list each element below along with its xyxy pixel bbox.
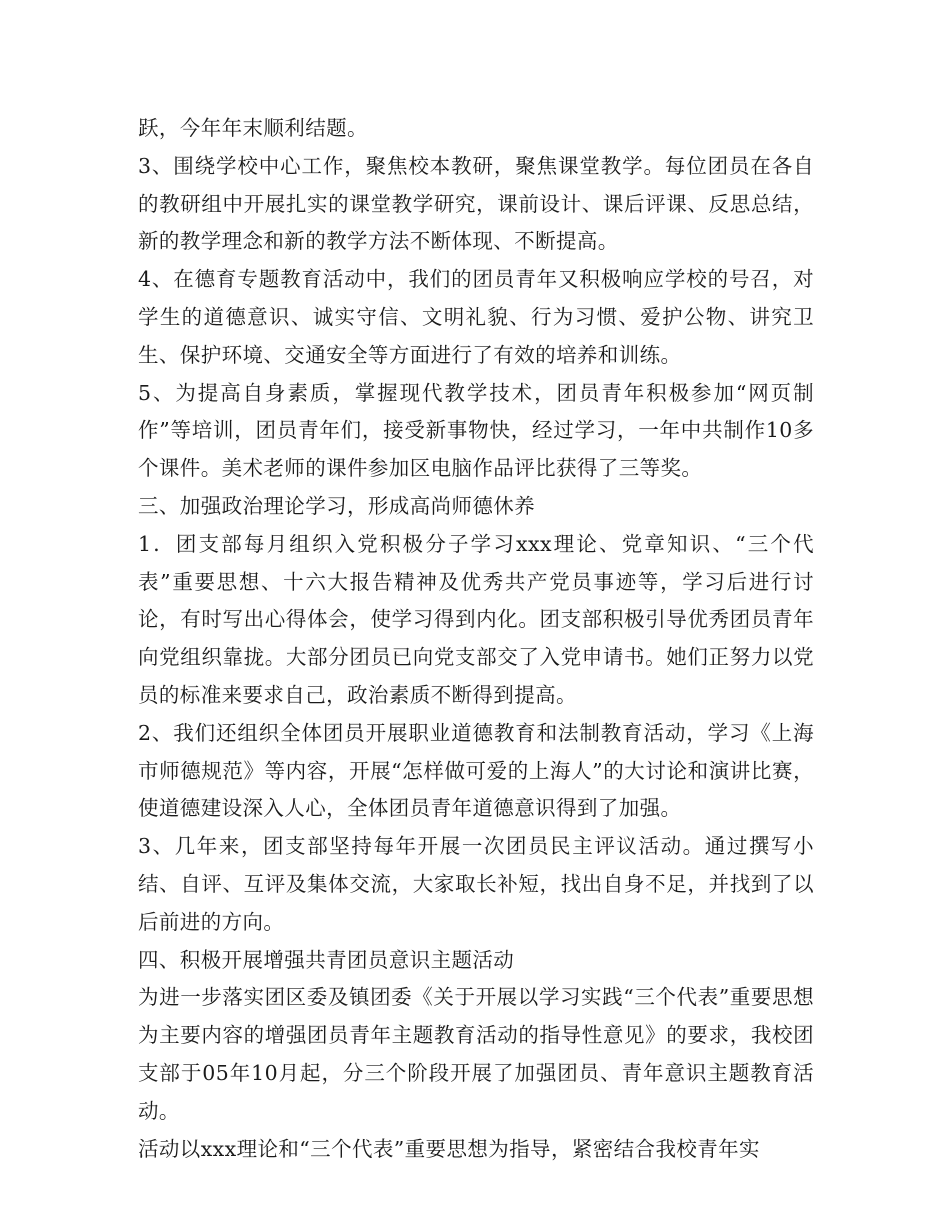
section-heading-3: 三、加强政治理论学习，形成高尚师德休养: [138, 493, 536, 518]
paragraph-continuation: 跃，今年年末顺利结题。: [138, 116, 368, 140]
document-body: [138, 110, 814, 1168]
paragraph-item-3b: 3、几年来，团支部坚持每年开展一次团员民主评议活动。通过撰写小结、自评、互评及集体交流，大家取长补短，找出自身不足，并找到了以后前进的方向。: [138, 834, 814, 934]
paragraph-activity: 活动以xxx理论和“三个代表”重要思想为指导，紧密结合我校青年实: [138, 1136, 760, 1161]
paragraph-item-2: 2、我们还组织全体团员开展职业道德教育和法制教育活动，学习《上海市师德规范》等内容，开展“怎样做可爱的上海人”的大讨论和演讲比赛，使道德建设深入人心，全体团员青年道德意识得到了加强。: [138, 720, 814, 821]
paragraph-item-1: 1．团支部每月组织入党积极分子学习xxx理论、党章知识、“三个代表”重要思想、十六大报告精神及优秀共产党员事迹等，学习后进行讨论，有时写出心得体会，使学习得到内化。团支部积极引导优秀团员青年向党组织靠拢。大部分团员已向党支部交了入党申请书。她们正努力以党员的标准来要求自己，政治素质不断得到提高。: [138, 531, 814, 707]
paragraph-item-5: 5、为提高自身素质，掌握现代教学技术，团员青年积极参加“网页制作”等培训，团员青年们，接受新事物快，经过学习，一年中共制作10多个课件。美术老师的课件参加区电脑作品评比获得了三等奖。: [138, 380, 814, 481]
section-heading-4: 四、积极开展增强共青团员意识主题活动: [138, 947, 515, 972]
paragraph-intro: 为进一步落实团区委及镇团委《关于开展以学习实践“三个代表”重要思想为主要内容的增强团员青年主题教育活动的指导性意见》的要求，我校团支部于05年10月起，分三个阶段开展了加强团员、青年意识主题教育活动。: [138, 985, 814, 1123]
paragraph-item-4: 4、在德育专题教育活动中，我们的团员青年又积极响应学校的号召，对学生的道德意识、诚实守信、文明礼貌、行为习惯、爱护公物、讲究卫生、保护环境、交通安全等方面进行了有效的培养和训练。: [138, 267, 814, 367]
paragraph-item-3: 3、围绕学校中心工作，聚焦校本教研，聚焦课堂教学。每位团员在各自的教研组中开展扎实的课堂教学研究，课前设计、课后评课、反思总结，新的教学理念和新的教学方法不断体现、不断提高。: [138, 153, 814, 254]
